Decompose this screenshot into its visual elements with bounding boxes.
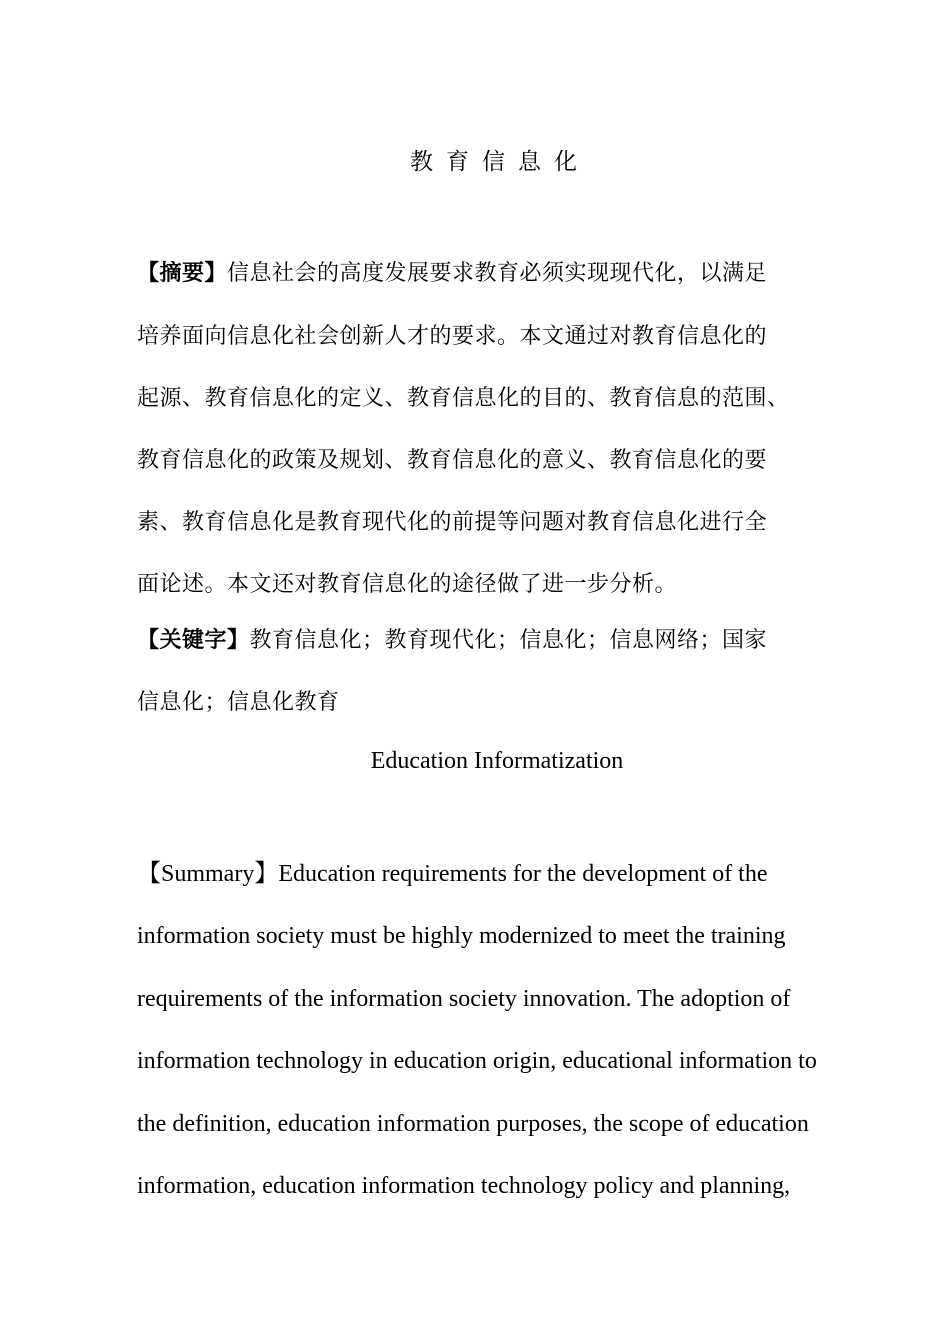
abstract-line-1	[137, 257, 767, 291]
keywords-label: 【关键字】	[137, 628, 250, 653]
keywords-text: 教育信息化；教育现代化；信息化；信息网络；国家	[249, 628, 768, 653]
abstract-label: 【摘要】	[137, 261, 228, 286]
summary-text: Education requirements for the development of the	[278, 861, 768, 887]
abstract-line-5: 素、教育信息化是教育现代化的前提等问题对教育信息化进行全	[137, 510, 768, 535]
chinese-title: 教育信息化	[410, 149, 590, 175]
summary-line-4: information technology in education origin, educational information to	[137, 1048, 817, 1074]
summary-line-2: information society must be highly modernized to meet the training	[137, 923, 786, 949]
english-title: Education Informatization	[370, 748, 624, 774]
summary-line-6: information, education information technology policy and planning,	[137, 1173, 791, 1199]
abstract-line-3: 起源、教育信息化的定义、教育信息化的目的、教育信息的范围、	[137, 386, 790, 411]
abstract-line-2: 培养面向信息化社会创新人才的要求。本文通过对教育信息化的	[137, 324, 768, 349]
summary-line-3: requirements of the information society innovation. The adoption of	[137, 986, 791, 1012]
summary-line-1	[137, 857, 768, 891]
abstract-text: 信息社会的高度发展要求教育必须实现现代化，以满足	[227, 261, 768, 286]
summary-label: 【Summary】	[137, 861, 279, 887]
summary-line-5: the definition, education information purposes, the scope of education	[137, 1111, 809, 1137]
abstract-line-6: 面论述。本文还对教育信息化的途径做了进一步分析。	[137, 572, 678, 597]
abstract-line-4: 教育信息化的政策及规划、教育信息化的意义、教育信息化的要	[137, 448, 768, 473]
keywords-line-2: 信息化；信息化教育	[137, 690, 340, 715]
keywords-line-1	[137, 624, 767, 658]
